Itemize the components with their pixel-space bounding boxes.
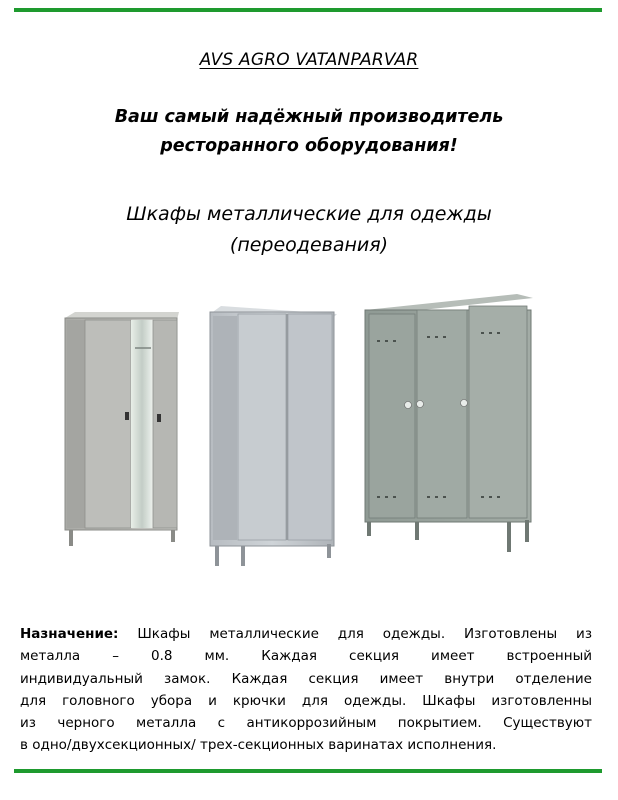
product-title-line-2: (переодевания) (229, 234, 389, 256)
top-green-rule (14, 8, 602, 12)
cabinet-three-door (365, 294, 533, 552)
cabinet-two-door-closed (210, 306, 337, 566)
description-line-2: металла – 0.8 мм. Каждая секция имеет встроенный (20, 648, 592, 665)
slogan-line-2: ресторанного оборудования! (160, 136, 458, 156)
cabinet-two-door-open (65, 312, 179, 546)
description-line-3: индивидуальный замок. Каждая секция имеет внутри отделение (20, 670, 592, 687)
description (20, 623, 592, 757)
bottom-green-rule (14, 769, 602, 773)
slogan (0, 103, 618, 161)
cabinets-photo (55, 288, 565, 573)
slogan-line-1: Ваш самый надёжный производитель (114, 107, 504, 127)
description-line-4: для головного убора и крючки для одежды. Шкафы изготовленны (20, 692, 592, 709)
product-title-line-1: Шкафы металлические для одежды (126, 203, 492, 225)
description-line-1: Назначение: Шкафы металлические для одежды. Изготовлены из (20, 626, 592, 642)
description-line-5: из черного металла с антикоррозийным покрытием. Существуют (20, 715, 592, 732)
description-label: Назначение: (20, 626, 119, 642)
description-line-6: в одно/двухсекционных/ трех-секционных варинатах исполнения. (20, 737, 497, 754)
brand-name: AVS AGRO VATANPARVAR (199, 50, 419, 70)
product-title (0, 199, 618, 261)
